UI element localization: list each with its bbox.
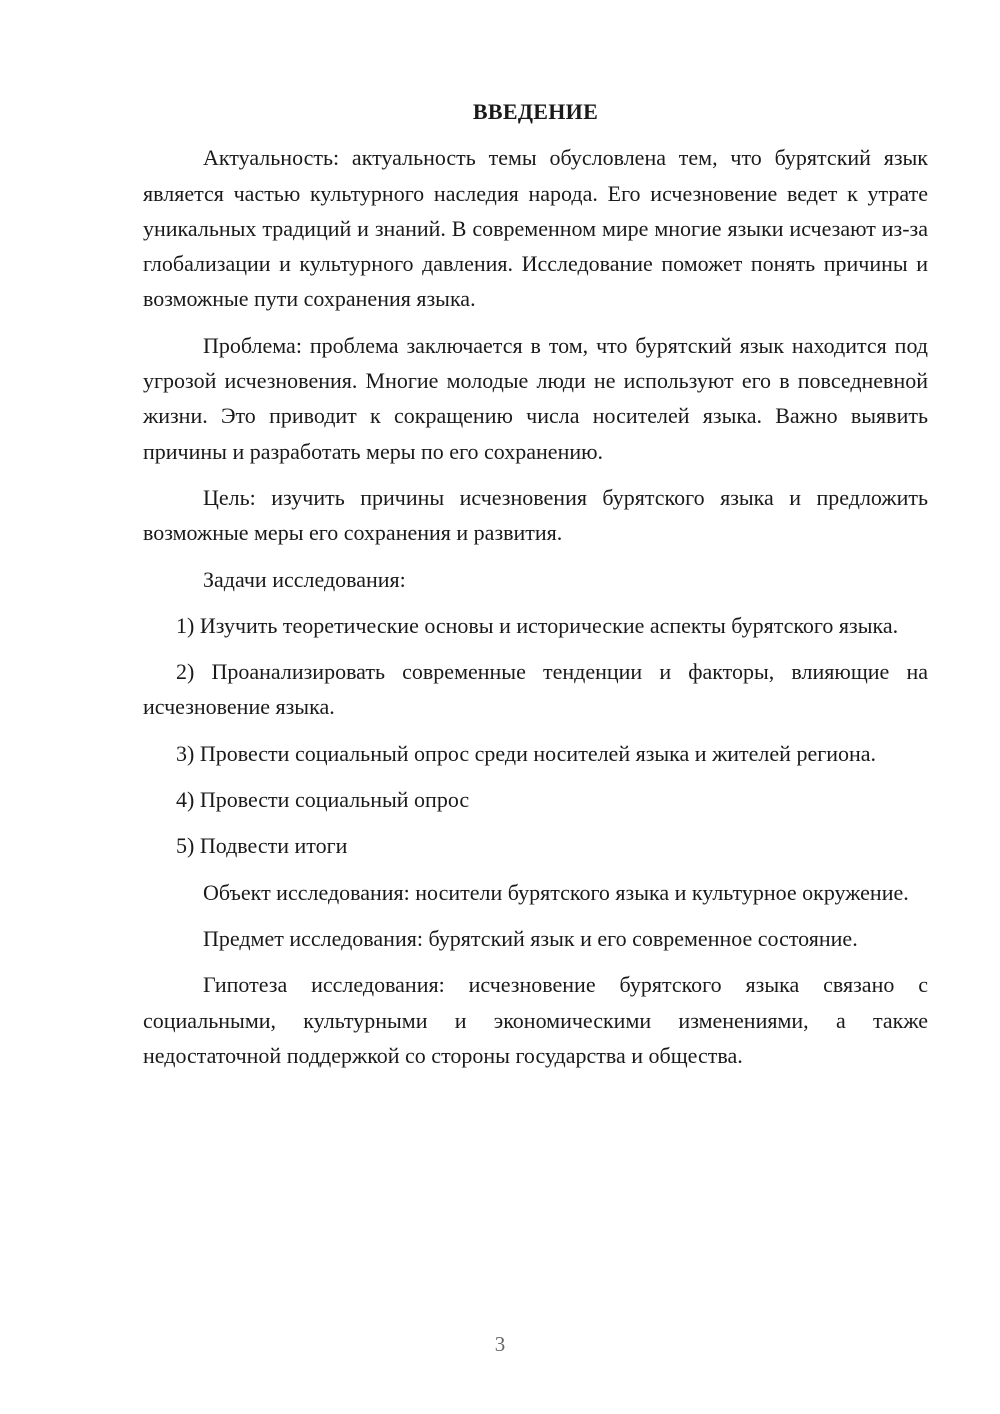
paragraph-hypothesis: Гипотеза исследования: исчезновение бурятского языка связано с социальными, культурными и экономическими изменениями, а также недостаточной поддержкой со стороны государства и общества.: [143, 972, 928, 1068]
task-item-2: 2) Проанализировать современные тенденции и факторы, влияющие на исчезновение языка.: [143, 659, 928, 720]
paragraph-problem: Проблема: проблема заключается в том, что бурятский язык находится под угрозой исчезновения. Многие молодые люди не используют его в повседневной жизни. Это приводит к сокращению числа носителей языка. Важно выявить причины и разработать меры по его сохранению.: [143, 332, 928, 464]
paragraph-subject: Предмет исследования: бурятский язык и его современное состояние.: [203, 925, 858, 951]
paragraph-relevance: Актуальность: актуальность темы обусловлена тем, что бурятский язык является частью культурного наследия народа. Его исчезновение ведет к утрате уникальных традиций и знаний. В современном мире многие языки исчезают из-за глобализации и культурного давления. Исследование поможет понять причины и возможные пути сохранения языка.: [143, 145, 928, 312]
task-item-5: 5) Подвести итоги: [176, 833, 348, 859]
page-number: 3: [494, 1332, 506, 1356]
task-item-4: 4) Провести социальный опрос: [176, 787, 470, 813]
task-item-1: 1) Изучить теоретические основы и исторические аспекты бурятского языка.: [176, 612, 899, 638]
section-title: ВВЕДЕНИЕ: [472, 99, 599, 124]
paragraph-object: Объект исследования: носители бурятского языка и культурное окружение.: [203, 879, 909, 905]
paragraph-goal: Цель: изучить причины исчезновения бурятского языка и предложить возможные меры его сохранения и развития.: [143, 484, 928, 546]
page-content: [143, 94, 928, 1084]
tasks-heading: Задачи исследования:: [203, 566, 406, 592]
task-item-3: 3) Провести социальный опрос среди носителей языка и жителей региона.: [176, 740, 877, 766]
